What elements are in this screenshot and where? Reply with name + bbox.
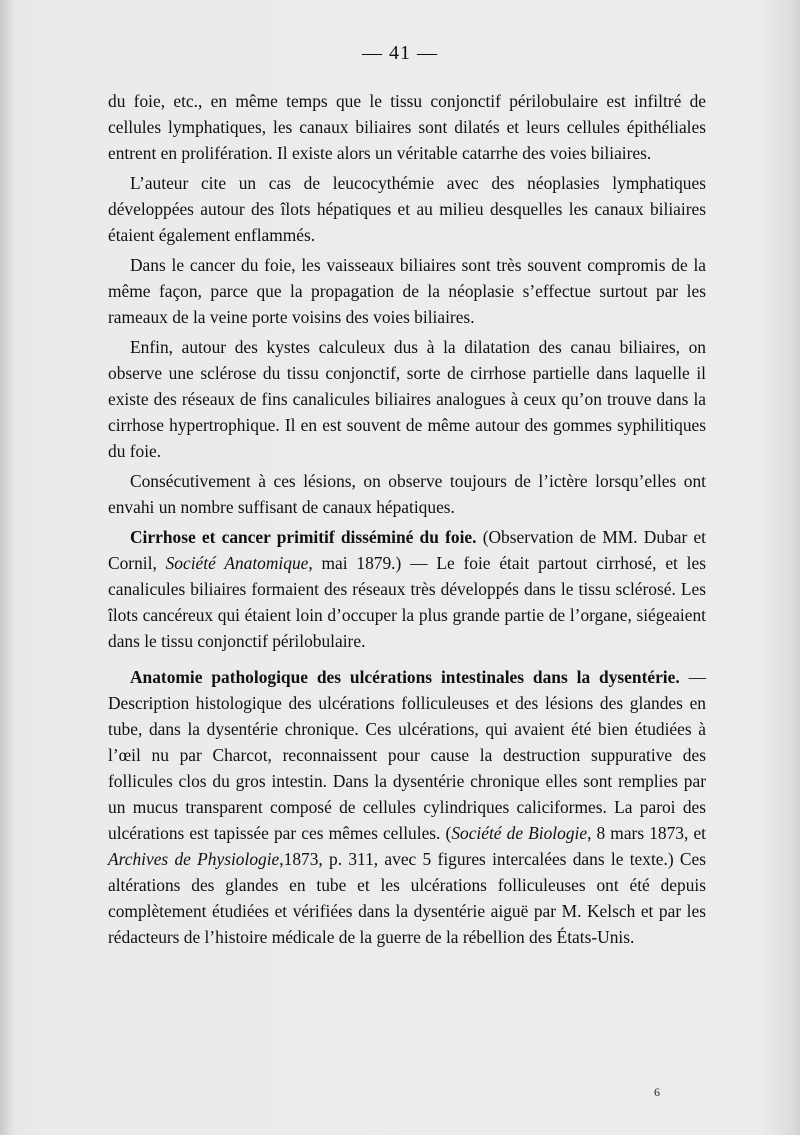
paragraph-cancer-foie: Dans le cancer du foie, les vaisseaux biliaires sont très souvent compromis de la même façon, parce que la propagation de la néoplasie s’effectue surtout par les rameaux de la veine porte voisins des voies biliaires. [108, 255, 706, 327]
section-cirrhose-text-b: , mai 1879.) — Le foie était partout cirrhosé, et les canalicules biliaires formaient des réseaux très développés dans le tissu sclérosé. Les îlots cancéreux qui étaient loin d’occuper la plus grande partie de l’organe, siégeaient dans le tissu conjonctif périlobulaire. [108, 553, 706, 651]
section-dysenterie-text-b: , 8 mars 1873, et [587, 823, 706, 843]
journal-societe-biologie: Société de Biologie [451, 823, 588, 843]
paragraph-leucocythemie: L’auteur cite un cas de leucocythémie avec des néoplasies lymphatiques développées autour des îlots hépatiques et au milieu desquelles les canaux biliaires étaient également enflammés. [108, 173, 706, 245]
paragraph-continuation: du foie, etc., en même temps que le tissu conjonctif périlobulaire est infiltré de cellules lymphatiques, les canaux biliaires sont dilatés et leurs cellules épithéliales entrent en prolifération. Il existe alors un véritable catarrhe des voies biliaires. [108, 91, 706, 163]
section-title-dysenterie: Anatomie pathologique des ulcérations intestinales dans la dysentérie. [130, 667, 680, 687]
body-text [108, 88, 706, 954]
section-dysenterie [108, 664, 706, 950]
journal-archives-physiologie: Archives de Physiologie [108, 849, 280, 869]
page-number-header: — 41 — [362, 42, 438, 64]
paragraph-kystes: Enfin, autour des kystes calculeux dus à la dilatation des canau biliaires, on observe une sclérose du tissu conjonctif, sorte de cirrhose partielle dans laquelle il existe des réseaux de fins canalicules biliaires analogues à ceux qu’on trouve dans la cirrhose hypertrophique. Il en est souvent de même autour des gommes syphilitiques du foie. [108, 337, 706, 461]
section-dysenterie-text-a: — Description histologique des ulcérations folliculeuses et des lésions des glandes en tube, dans la dysentérie chronique. Ces ulcérations, qui avaient été bien étudiées à l’œil nu par Charcot, reconnaissent pour cause la destruction suppurative des follicules clos du gros intestin. Dans la dysentérie chronique elles sont remplies par un mucus transparent composé de cellules cylindriques caliciformes. La paroi des ulcérations est tapissée par ces mêmes cellules. ( [108, 667, 706, 843]
section-dysenterie-text-c: ,1873, p. 311, avec 5 figures intercalées dans le texte.) Ces altérations des glandes en tube et les ulcérations folliculeuses ont été depuis complètement étudiées et vérifiées dans la dysentérie aiguë par M. Kelsch et par les rédacteurs de l’histoire médicale de la guerre de la rébellion des États-Unis. [108, 849, 706, 947]
journal-societe-anatomique: Société Anatomique [165, 553, 309, 573]
section-cirrhose-cancer [108, 524, 706, 654]
section-title-cirrhose: Cirrhose et cancer primitif disséminé du foie. [130, 527, 477, 547]
signature-mark: 6 [654, 1085, 660, 1099]
section-cirrhose-text-a: (Observation de MM. Dubar et Cornil, [108, 527, 707, 573]
paragraph-ictere: Consécutivement à ces lésions, on observe toujours de l’ictère lorsqu’elles ont envahi un nombre suffisant de canaux hépatiques. [108, 471, 706, 517]
